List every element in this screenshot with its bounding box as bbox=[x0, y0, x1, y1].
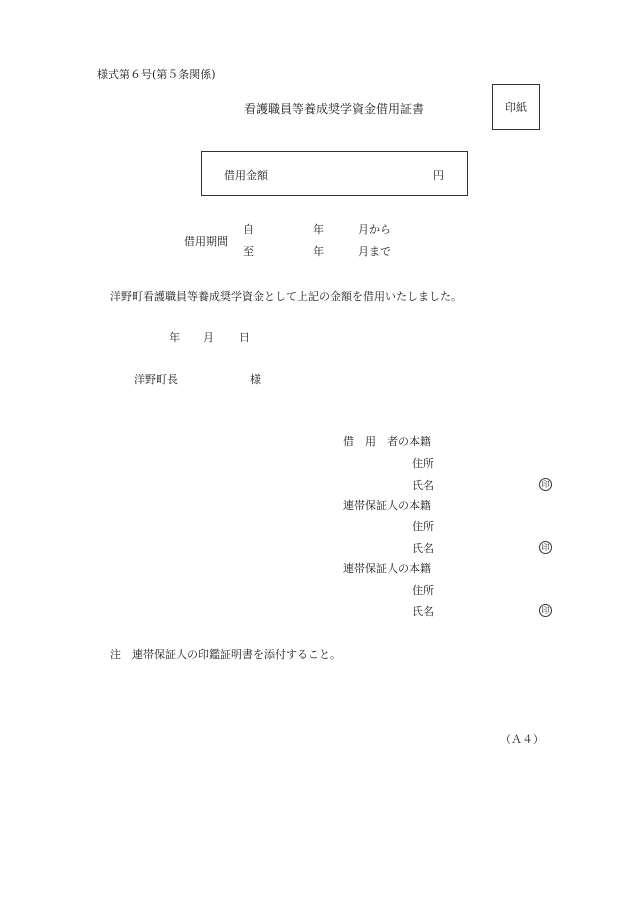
period-from-year: 年 bbox=[313, 223, 324, 236]
amount-label: 借用金額 bbox=[224, 169, 268, 182]
document-title: 看護職員等養成奨学資金借用証書 bbox=[244, 102, 425, 116]
revenue-stamp-box bbox=[492, 84, 540, 130]
party-address-label: 住所 bbox=[412, 457, 434, 470]
period-to-year: 年 bbox=[313, 245, 324, 258]
party-name-label: 氏名 bbox=[412, 479, 434, 492]
footnote: 注 連帯保証人の印鑑証明書を添付すること。 bbox=[110, 648, 341, 661]
party-address-label: 住所 bbox=[412, 520, 434, 533]
period-to-suffix: 月まで bbox=[358, 245, 391, 258]
party-name-label: 氏名 bbox=[412, 605, 434, 618]
statement-text: 洋野町看護職員等養成奨学資金として上記の金額を借用いたしました。 bbox=[110, 290, 462, 303]
party-name-label: 氏名 bbox=[412, 542, 434, 555]
recipient-name: 洋野町長 bbox=[134, 373, 178, 386]
date-day: 日 bbox=[239, 331, 250, 344]
party-domicile-label: 連帯保証人の本籍 bbox=[343, 562, 431, 575]
party-domicile-label: 連帯保証人の本籍 bbox=[343, 499, 431, 512]
party-address-label: 住所 bbox=[412, 584, 434, 597]
amount-box bbox=[201, 151, 468, 196]
form-number: 様式第６号(第５条関係) bbox=[97, 68, 216, 81]
period-from-suffix: 月から bbox=[358, 223, 391, 236]
seal-icon: 印 bbox=[539, 541, 552, 554]
date-month: 月 bbox=[203, 331, 214, 344]
date-year: 年 bbox=[169, 331, 180, 344]
recipient-honorific: 様 bbox=[250, 373, 261, 386]
seal-icon: 印 bbox=[539, 478, 552, 491]
paper-size-label: （Ａ４） bbox=[500, 733, 544, 746]
seal-icon: 印 bbox=[539, 604, 552, 617]
amount-unit: 円 bbox=[433, 169, 444, 182]
revenue-stamp-label: 印紙 bbox=[505, 101, 527, 114]
period-from-prefix: 自 bbox=[243, 223, 254, 236]
party-domicile-label: 借 用 者の本籍 bbox=[343, 435, 431, 448]
period-to-prefix: 至 bbox=[243, 245, 254, 258]
period-label: 借用期間 bbox=[184, 235, 228, 248]
